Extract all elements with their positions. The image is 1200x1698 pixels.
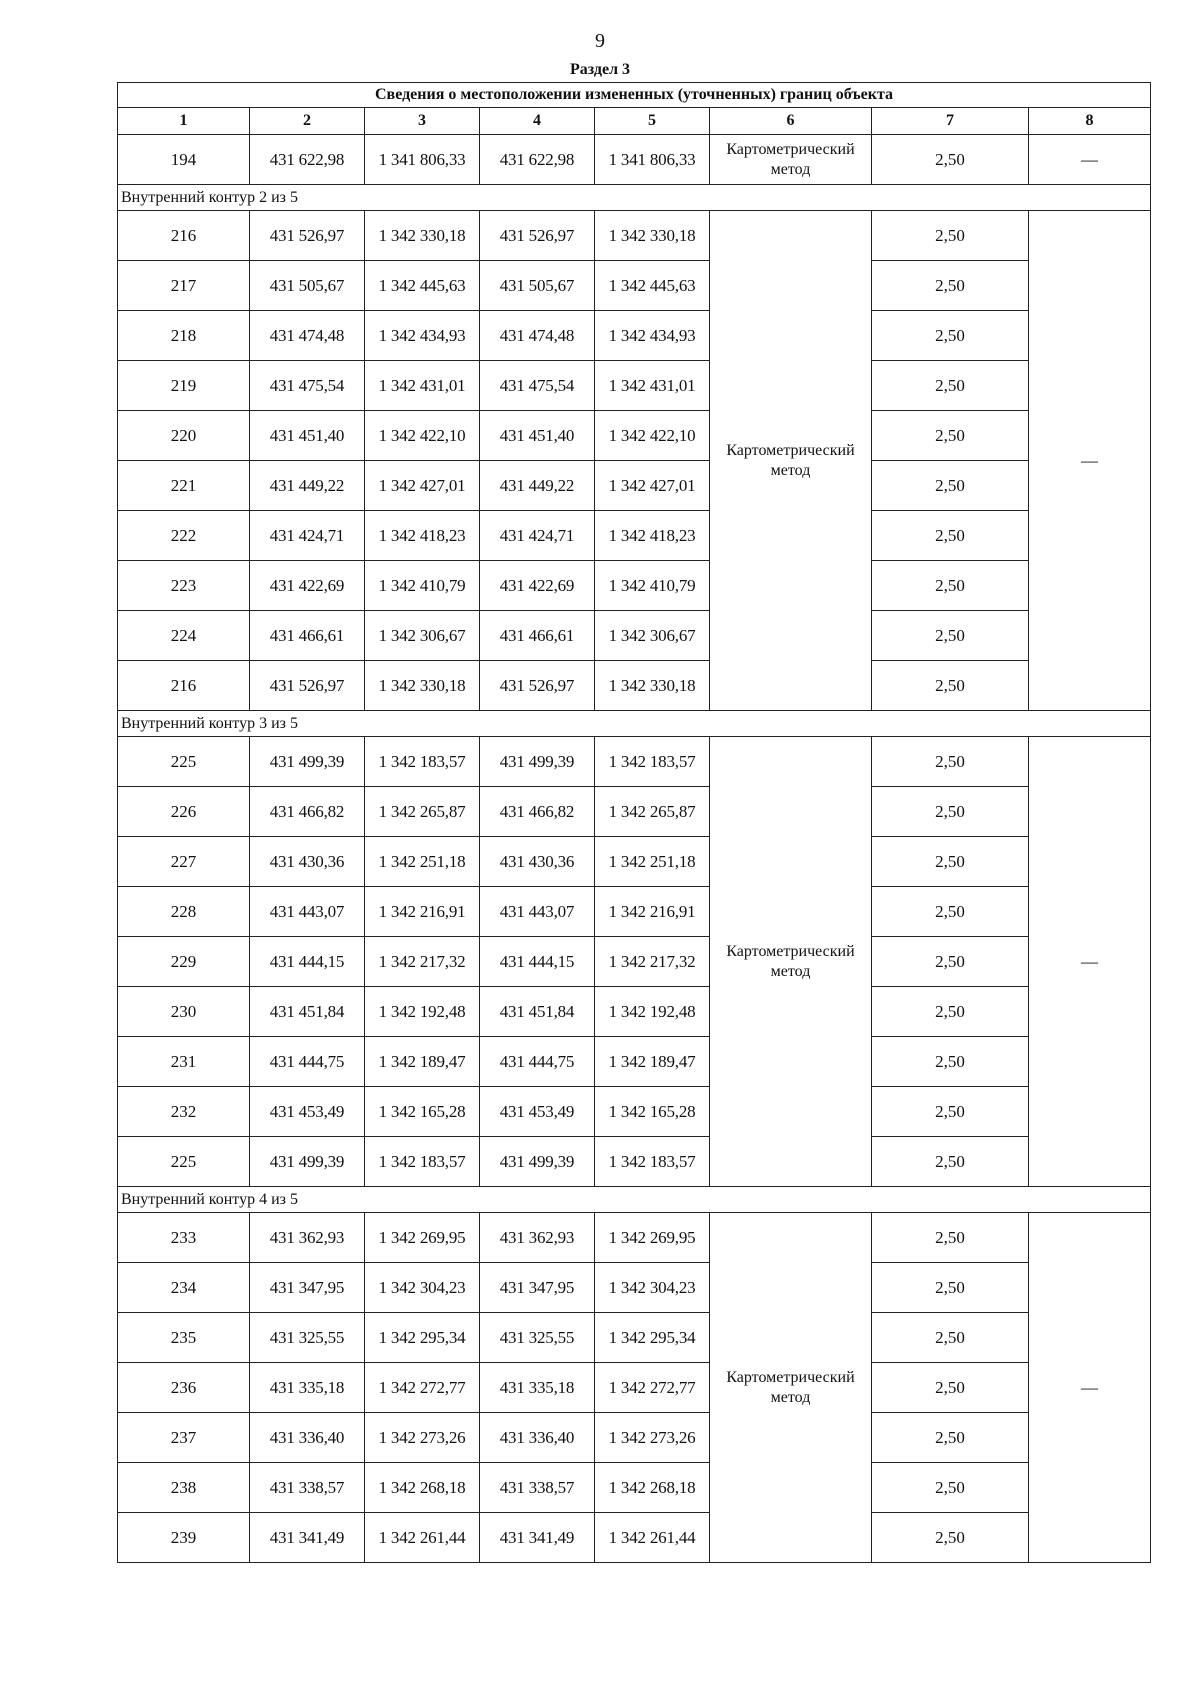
table-row	[118, 1363, 1151, 1413]
coord-y-existing: 1 341 806,33	[365, 135, 480, 185]
coord-x-existing: 431 451,40	[250, 411, 365, 461]
coord-x-refined: 431 526,97	[480, 211, 595, 261]
point-number: 229	[118, 937, 250, 987]
coord-y-existing: 1 342 183,57	[365, 1137, 480, 1187]
contour-label: Внутренний контур 3 из 5	[118, 711, 1151, 737]
table-row	[118, 1413, 1151, 1463]
coord-x-existing: 431 362,93	[250, 1213, 365, 1263]
table-row	[118, 1213, 1151, 1263]
coord-x-existing: 431 499,39	[250, 1137, 365, 1187]
point-number: 234	[118, 1263, 250, 1313]
column-number: 2	[250, 108, 365, 135]
coord-x-existing: 431 325,55	[250, 1313, 365, 1363]
coord-y-existing: 1 342 422,10	[365, 411, 480, 461]
coord-x-refined: 431 505,67	[480, 261, 595, 311]
column-number: 1	[118, 108, 250, 135]
point-number: 221	[118, 461, 250, 511]
table-row	[118, 461, 1151, 511]
coord-y-refined: 1 342 189,47	[595, 1037, 710, 1087]
coord-y-refined: 1 342 427,01	[595, 461, 710, 511]
coord-x-refined: 431 474,48	[480, 311, 595, 361]
method-cell: Картометрический метод	[710, 211, 872, 711]
column-number: 8	[1029, 108, 1151, 135]
accuracy-cell: 2,50	[872, 211, 1029, 261]
method-cell: Картометрический метод	[710, 737, 872, 1187]
table-row	[118, 1513, 1151, 1563]
coord-y-existing: 1 342 304,23	[365, 1263, 480, 1313]
coord-y-refined: 1 342 306,67	[595, 611, 710, 661]
coord-y-existing: 1 342 295,34	[365, 1313, 480, 1363]
column-number: 5	[595, 108, 710, 135]
coord-x-existing: 431 444,75	[250, 1037, 365, 1087]
coord-x-refined: 431 499,39	[480, 1137, 595, 1187]
table-row	[118, 1313, 1151, 1363]
accuracy-cell: 2,50	[872, 887, 1029, 937]
accuracy-cell: 2,50	[872, 1463, 1029, 1513]
coord-y-refined: 1 342 431,01	[595, 361, 710, 411]
coord-x-existing: 431 505,67	[250, 261, 365, 311]
coord-x-refined: 431 424,71	[480, 511, 595, 561]
coord-x-refined: 431 430,36	[480, 837, 595, 887]
accuracy-cell: 2,50	[872, 1037, 1029, 1087]
coord-x-refined: 431 526,97	[480, 661, 595, 711]
accuracy-cell: 2,50	[872, 1263, 1029, 1313]
coord-x-existing: 431 466,61	[250, 611, 365, 661]
accuracy-cell: 2,50	[872, 837, 1029, 887]
accuracy-cell: 2,50	[872, 937, 1029, 987]
coord-x-existing: 431 347,95	[250, 1263, 365, 1313]
point-number: 222	[118, 511, 250, 561]
coord-x-refined: 431 444,75	[480, 1037, 595, 1087]
coord-y-existing: 1 342 192,48	[365, 987, 480, 1037]
accuracy-cell: 2,50	[872, 787, 1029, 837]
coord-y-existing: 1 342 189,47	[365, 1037, 480, 1087]
point-number: 235	[118, 1313, 250, 1363]
coord-x-existing: 431 422,69	[250, 561, 365, 611]
accuracy-cell: 2,50	[872, 1087, 1029, 1137]
table-row	[118, 561, 1151, 611]
accuracy-cell: 2,50	[872, 1213, 1029, 1263]
coord-x-refined: 431 335,18	[480, 1363, 595, 1413]
coord-x-refined: 431 622,98	[480, 135, 595, 185]
table-row	[118, 611, 1151, 661]
page-number: 9	[595, 30, 605, 52]
table-row	[118, 737, 1151, 787]
coord-x-refined: 431 453,49	[480, 1087, 595, 1137]
accuracy-cell: 2,50	[872, 1513, 1029, 1563]
coord-y-refined: 1 342 192,48	[595, 987, 710, 1037]
coord-y-refined: 1 342 330,18	[595, 661, 710, 711]
coord-x-existing: 431 443,07	[250, 887, 365, 937]
point-number: 225	[118, 1137, 250, 1187]
coord-y-existing: 1 342 445,63	[365, 261, 480, 311]
table-row	[118, 887, 1151, 937]
coord-y-existing: 1 342 427,01	[365, 461, 480, 511]
accuracy-cell: 2,50	[872, 411, 1029, 461]
coord-y-refined: 1 342 251,18	[595, 837, 710, 887]
table-row	[118, 1137, 1151, 1187]
table-row	[118, 411, 1151, 461]
coord-x-refined: 431 475,54	[480, 361, 595, 411]
point-number: 219	[118, 361, 250, 411]
point-number: 231	[118, 1037, 250, 1087]
table-row	[118, 787, 1151, 837]
coord-x-refined: 431 362,93	[480, 1213, 595, 1263]
coord-x-existing: 431 449,22	[250, 461, 365, 511]
accuracy-cell: 2,50	[872, 511, 1029, 561]
coord-y-refined: 1 342 434,93	[595, 311, 710, 361]
coord-x-existing: 431 336,40	[250, 1413, 365, 1463]
coord-y-refined: 1 342 183,57	[595, 737, 710, 787]
coord-y-refined: 1 342 216,91	[595, 887, 710, 937]
coord-y-refined: 1 342 422,10	[595, 411, 710, 461]
coord-y-refined: 1 342 418,23	[595, 511, 710, 561]
coord-y-refined: 1 342 269,95	[595, 1213, 710, 1263]
coord-x-refined: 431 451,84	[480, 987, 595, 1037]
table-title-row	[118, 83, 1151, 108]
boundary-table	[117, 82, 1151, 1563]
coord-x-existing: 431 622,98	[250, 135, 365, 185]
point-number: 218	[118, 311, 250, 361]
table-row	[118, 1263, 1151, 1313]
table-row	[118, 937, 1151, 987]
note-cell: —	[1029, 737, 1151, 1187]
coord-y-existing: 1 342 269,95	[365, 1213, 480, 1263]
point-number: 233	[118, 1213, 250, 1263]
column-number: 7	[872, 108, 1029, 135]
coord-x-refined: 431 341,49	[480, 1513, 595, 1563]
table-row	[118, 1087, 1151, 1137]
accuracy-cell: 2,50	[872, 461, 1029, 511]
coord-x-refined: 431 449,22	[480, 461, 595, 511]
point-number: 232	[118, 1087, 250, 1137]
coord-x-existing: 431 475,54	[250, 361, 365, 411]
coord-y-existing: 1 342 306,67	[365, 611, 480, 661]
contour-row	[118, 185, 1151, 211]
contour-label: Внутренний контур 4 из 5	[118, 1187, 1151, 1213]
coord-y-refined: 1 342 183,57	[595, 1137, 710, 1187]
accuracy-cell: 2,50	[872, 737, 1029, 787]
point-number: 227	[118, 837, 250, 887]
coord-x-refined: 431 466,82	[480, 787, 595, 837]
accuracy-cell: 2,50	[872, 361, 1029, 411]
coord-y-existing: 1 342 165,28	[365, 1087, 480, 1137]
coord-y-refined: 1 342 330,18	[595, 211, 710, 261]
section-title: Раздел 3	[569, 61, 631, 78]
coord-y-existing: 1 342 272,77	[365, 1363, 480, 1413]
coord-y-existing: 1 342 261,44	[365, 1513, 480, 1563]
coord-y-refined: 1 342 268,18	[595, 1463, 710, 1513]
coord-y-refined: 1 342 445,63	[595, 261, 710, 311]
coord-x-refined: 431 338,57	[480, 1463, 595, 1513]
coord-y-existing: 1 342 330,18	[365, 211, 480, 261]
accuracy-cell: 2,50	[872, 1363, 1029, 1413]
accuracy-cell: 2,50	[872, 987, 1029, 1037]
coord-y-refined: 1 342 261,44	[595, 1513, 710, 1563]
coord-y-refined: 1 342 295,34	[595, 1313, 710, 1363]
coord-x-refined: 431 336,40	[480, 1413, 595, 1463]
accuracy-cell: 2,50	[872, 561, 1029, 611]
point-number: 226	[118, 787, 250, 837]
accuracy-cell: 2,50	[872, 661, 1029, 711]
coord-x-refined: 431 443,07	[480, 887, 595, 937]
table-row	[118, 135, 1151, 185]
column-number: 3	[365, 108, 480, 135]
point-number: 239	[118, 1513, 250, 1563]
accuracy-cell: 2,50	[872, 261, 1029, 311]
coord-y-existing: 1 342 330,18	[365, 661, 480, 711]
coord-x-existing: 431 474,48	[250, 311, 365, 361]
coord-y-existing: 1 342 216,91	[365, 887, 480, 937]
coord-y-existing: 1 342 418,23	[365, 511, 480, 561]
accuracy-cell: 2,50	[872, 1413, 1029, 1463]
table-row	[118, 1463, 1151, 1513]
table-row	[118, 211, 1151, 261]
coord-y-existing: 1 342 217,32	[365, 937, 480, 987]
coord-y-existing: 1 342 434,93	[365, 311, 480, 361]
point-number: 228	[118, 887, 250, 937]
coord-x-existing: 431 341,49	[250, 1513, 365, 1563]
coord-y-refined: 1 341 806,33	[595, 135, 710, 185]
accuracy-cell: 2,50	[872, 1313, 1029, 1363]
coord-x-refined: 431 451,40	[480, 411, 595, 461]
table-row	[118, 1037, 1151, 1087]
coord-x-existing: 431 424,71	[250, 511, 365, 561]
coord-x-existing: 431 453,49	[250, 1087, 365, 1137]
accuracy-cell: 2,50	[872, 311, 1029, 361]
coord-x-existing: 431 430,36	[250, 837, 365, 887]
coord-y-refined: 1 342 272,77	[595, 1363, 710, 1413]
coord-y-refined: 1 342 265,87	[595, 787, 710, 837]
coord-x-refined: 431 444,15	[480, 937, 595, 987]
coord-y-existing: 1 342 251,18	[365, 837, 480, 887]
point-number: 236	[118, 1363, 250, 1413]
coord-y-existing: 1 342 183,57	[365, 737, 480, 787]
coord-x-refined: 431 466,61	[480, 611, 595, 661]
method-cell: Картометрический метод	[710, 1213, 872, 1563]
table-row	[118, 661, 1151, 711]
coord-y-refined: 1 342 217,32	[595, 937, 710, 987]
point-number: 216	[118, 211, 250, 261]
table-row	[118, 261, 1151, 311]
coord-y-existing: 1 342 431,01	[365, 361, 480, 411]
note-cell: —	[1029, 211, 1151, 711]
coord-y-refined: 1 342 273,26	[595, 1413, 710, 1463]
coord-y-existing: 1 342 268,18	[365, 1463, 480, 1513]
coord-y-refined: 1 342 410,79	[595, 561, 710, 611]
coord-x-existing: 431 526,97	[250, 211, 365, 261]
coord-x-existing: 431 451,84	[250, 987, 365, 1037]
method-cell: Картометрический метод	[710, 135, 872, 185]
accuracy-cell: 2,50	[872, 1137, 1029, 1187]
coord-x-refined: 431 499,39	[480, 737, 595, 787]
coord-x-existing: 431 526,97	[250, 661, 365, 711]
column-number: 4	[480, 108, 595, 135]
point-number: 224	[118, 611, 250, 661]
contour-row	[118, 711, 1151, 737]
point-number: 194	[118, 135, 250, 185]
table-title: Сведения о местоположении измененных (уточненных) границ объекта	[118, 83, 1151, 108]
table-row	[118, 311, 1151, 361]
accuracy-cell: 2,50	[872, 135, 1029, 185]
coord-x-refined: 431 422,69	[480, 561, 595, 611]
coord-y-existing: 1 342 265,87	[365, 787, 480, 837]
point-number: 225	[118, 737, 250, 787]
table-row	[118, 837, 1151, 887]
point-number: 217	[118, 261, 250, 311]
coord-y-existing: 1 342 410,79	[365, 561, 480, 611]
coord-x-refined: 431 347,95	[480, 1263, 595, 1313]
column-number-row	[118, 108, 1151, 135]
coord-x-existing: 431 335,18	[250, 1363, 365, 1413]
coord-y-refined: 1 342 165,28	[595, 1087, 710, 1137]
coord-x-existing: 431 444,15	[250, 937, 365, 987]
note-cell: —	[1029, 1213, 1151, 1563]
table-row	[118, 361, 1151, 411]
contour-row	[118, 1187, 1151, 1213]
column-number: 6	[710, 108, 872, 135]
coord-x-refined: 431 325,55	[480, 1313, 595, 1363]
coord-x-existing: 431 338,57	[250, 1463, 365, 1513]
table-row	[118, 511, 1151, 561]
point-number: 223	[118, 561, 250, 611]
coord-x-existing: 431 466,82	[250, 787, 365, 837]
coord-y-refined: 1 342 304,23	[595, 1263, 710, 1313]
point-number: 220	[118, 411, 250, 461]
coord-x-existing: 431 499,39	[250, 737, 365, 787]
point-number: 230	[118, 987, 250, 1037]
coord-y-existing: 1 342 273,26	[365, 1413, 480, 1463]
accuracy-cell: 2,50	[872, 611, 1029, 661]
note-cell: —	[1029, 135, 1151, 185]
point-number: 237	[118, 1413, 250, 1463]
point-number: 238	[118, 1463, 250, 1513]
point-number: 216	[118, 661, 250, 711]
table-row	[118, 987, 1151, 1037]
contour-label: Внутренний контур 2 из 5	[118, 185, 1151, 211]
